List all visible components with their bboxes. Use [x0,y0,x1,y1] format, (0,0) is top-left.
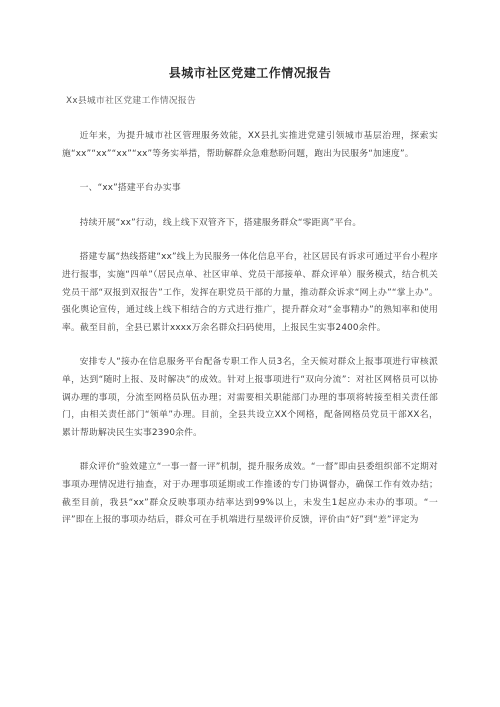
paragraph: 群众评价“验效建立“一事一督一评”机制，提升服务成效。“一督”即由县委组织部不定期对事项办理情况进行抽查，对于办理事项延期或工作推诿的专门协调督办，确保工作有效办结；截至目前，我县“xx”群众反映事项办结率达到99%以上，未发生1起应办未办的事项。“一评”即在上报的事项办结后，群众可在手机端进行星级评价反馈，评价由“好”到“差”评定为 [62,462,438,526]
paragraph: 安排专人“接办在信息服务平台配备专职工作人员3名，全天候对群众上报事项进行审核派单，达到“随时上报、及时解决”的成效。针对上报事项进行“双向分流”：对社区网格员可以协调办理的事项，分流至网格员队伍办理；对需要相关职能部门办理的事项将转接至相关责任部门，由相关责任部门“领单”办理。目前，全县共设立XX个网格，配备网格员党员干部XX名，累计帮助解决民生实事2390余件。 [62,357,438,438]
document-title: 县城市社区党建工作情况报告 [168,66,332,80]
document-subtitle: Xx县城市社区党建工作情况报告 [66,96,197,106]
paragraph: 持续开展“xx”行动，线上线下双管齐下，搭建服务群众“零距离”平台。 [79,217,362,228]
document-body [62,128,438,530]
section-heading: 一、“xx”搭建平台办实事 [79,183,181,194]
paragraph: 近年来，为提升城市社区管理服务效能，XX县扎实推进党建引领城市基层治理，探索实施“xx”“xx”“xx”“xx”等务实举措，帮助解群众急难愁盼问题，跑出为民服务“加速度”。 [62,131,438,159]
paragraph: 搭建专属“热线搭建“xx”线上为民服务一体化信息平台，社区居民有诉求可通过平台小程序进行报事，实施“四单”（居民点单、社区审单、党员干部接单、群众评单）服务模式，结合机关党员干部“双报到双报告”工作，发挥在职党员干部的力量，推动群众诉求“网上办”“掌上办”。强化舆论宣传，通过线上线下相结合的方式进行推广，提升群众对“金事精办”的熟知率和使用率。截至目前，全县已累计xxxx万余名群众扫码使用，上报民生实事2400余件。 [62,252,438,333]
